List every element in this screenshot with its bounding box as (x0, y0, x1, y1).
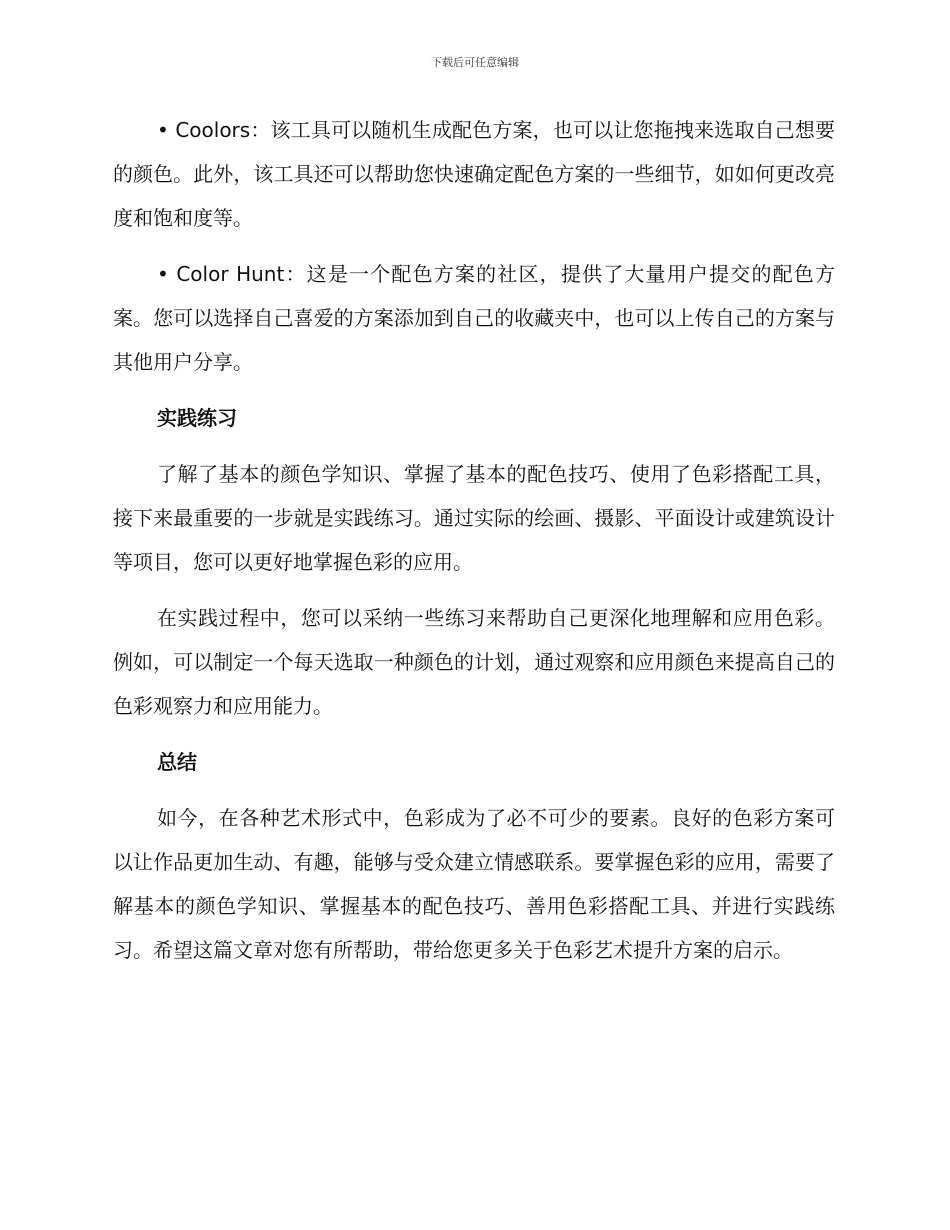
section-heading-summary: 总结 (157, 750, 197, 774)
paragraph-coolors: • Coolors：该工具可以随机生成配色方案，也可以让您拖拽来选取自己想要的颜色。此外，该工具还可以帮助您快速确定配色方案的一些细节，如如何更改亮度和饱和度等。 (113, 118, 835, 230)
section-heading-practice: 实践练习 (157, 406, 237, 430)
paragraph-practice-method: 在实践过程中，您可以采纳一些练习来帮助自己更深化地理解和应用色彩。例如，可以制定一个每天选取一种颜色的计划，通过观察和应用颜色来提高自己的色彩观察力和应用能力。 (113, 606, 835, 718)
paragraph-summary: 如今，在各种艺术形式中，色彩成为了必不可少的要素。良好的色彩方案可以让作品更加生动、有趣，能够与受众建立情感联系。要掌握色彩的应用，需要了解基本的颜色学知识、掌握基本的配色技巧、善用色彩搭配工具、并进行实践练习。希望这篇文章对您有所帮助，带给您更多关于色彩艺术提升方案的启示。 (113, 806, 835, 962)
paragraph-color-hunt: • Color Hunt：这是一个配色方案的社区，提供了大量用户提交的配色方案。您可以选择自己喜爱的方案添加到自己的收藏夹中，也可以上传自己的方案与其他用户分享。 (113, 262, 835, 374)
page-header-note: 下载后可任意编辑 (431, 56, 519, 69)
paragraph-practice-intro: 了解了基本的颜色学知识、掌握了基本的配色技巧、使用了色彩搭配工具，接下来最重要的一步就是实践练习。通过实际的绘画、摄影、平面设计或建筑设计等项目，您可以更好地掌握色彩的应用。 (113, 462, 835, 574)
document-body (113, 108, 835, 984)
